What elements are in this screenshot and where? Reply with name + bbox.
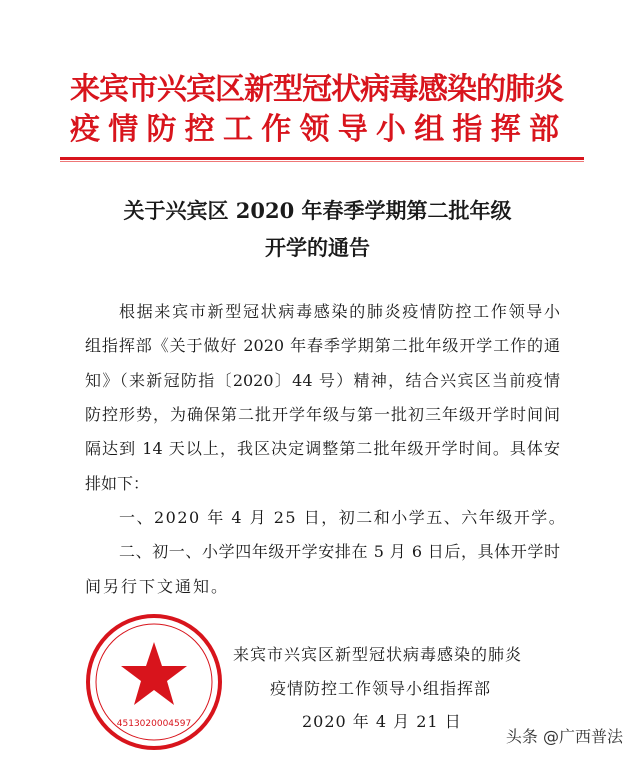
letterhead-divider	[60, 157, 584, 160]
arrangement-item-1: 一、2020 年 4 月 25 日，初二和小学五、六年级开学。	[119, 508, 567, 527]
body-line: 知》（来新冠防指〔2020〕44 号）精神，结合兴宾区当前疫情	[85, 371, 560, 390]
letterhead-line-1: 来宾市兴宾区新型冠状病毒感染的肺炎	[70, 72, 563, 107]
letterhead-divider-thin	[60, 161, 584, 162]
seal-star-icon	[121, 642, 187, 705]
notice-title-line-1: 关于兴宾区 2020 年春季学期第二批年级	[123, 198, 512, 223]
signature-date: 2020 年 4 月 21 日	[302, 712, 462, 731]
notice-title-line-2: 开学的通告	[265, 235, 370, 260]
body-line: 间另行下文通知。	[85, 577, 230, 596]
body-line: 根据来宾市新型冠状病毒感染的肺炎疫情防控工作领导小	[119, 302, 560, 321]
source-watermark: 头条 @广西普法	[505, 727, 623, 746]
arrangement-item-2: 二、初一、小学四年级开学安排在 5 月 6 日后，具体开学时	[119, 542, 560, 561]
body-line: 排如下：	[85, 474, 150, 493]
body-line: 组指挥部《关于做好 2020 年春季学期第二批年级开学工作的通	[85, 336, 560, 355]
signature-org-line-2: 疫情防控工作领导小组指挥部	[270, 679, 492, 698]
official-seal-icon	[84, 612, 224, 752]
body-line: 隔达到 14 天以上，我区决定调整第二批年级开学时间。具体安	[85, 439, 560, 458]
seal-number: 4513020004597	[116, 719, 192, 729]
signature-org-line-1: 来宾市兴宾区新型冠状病毒感染的肺炎	[233, 645, 523, 664]
letterhead-line-2: 疫情防控工作领导小组指挥部	[70, 112, 558, 147]
body-line: 防控形势，为确保第二批开学年级与第一批初三年级开学时间间	[85, 405, 560, 424]
